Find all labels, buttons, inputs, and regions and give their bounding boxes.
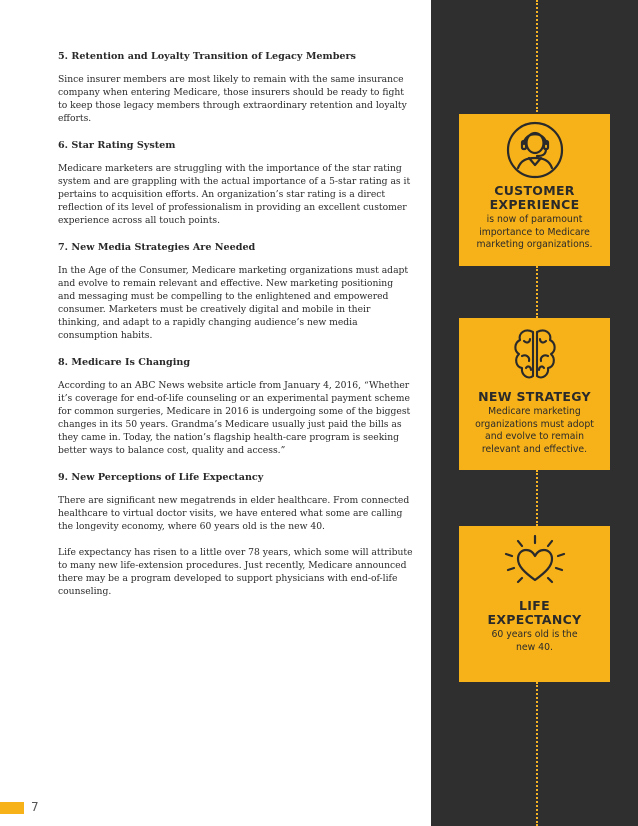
card-text: 60 years old is the new 40. bbox=[491, 629, 578, 653]
section-new-media bbox=[58, 241, 413, 342]
section-retention bbox=[58, 50, 413, 125]
card-title: LIFE bbox=[519, 598, 550, 613]
card-life-expectancy bbox=[459, 526, 610, 682]
page-number: 7 bbox=[31, 800, 39, 814]
card-text: Medicare marketing organizations must adopt and evolve to remain relevant and effective. bbox=[475, 406, 594, 455]
card-title: CUSTOMER bbox=[494, 183, 575, 198]
card-customer-experience bbox=[459, 114, 610, 266]
section-heading: 5. Retention and Loyalty Transition of Legacy Members bbox=[58, 51, 356, 62]
dotted-divider bbox=[536, 682, 540, 826]
card-title: NEW STRATEGY bbox=[478, 389, 591, 404]
main-content bbox=[58, 50, 413, 612]
section-paragraph: Life expectancy has risen to a little over 78 years, which some will attribute to many new life-extension procedures. Just recently, Medicare announced there may be a program developed to support physicians with end-of-life counseling. bbox=[58, 547, 413, 597]
section-heading: 9. New Perceptions of Life Expectancy bbox=[58, 472, 264, 483]
page-number-marker bbox=[0, 802, 24, 814]
customer-service-headset-icon bbox=[505, 119, 565, 181]
card-text: is now of paramount importance to Medicare marketing organizations. bbox=[476, 214, 593, 250]
section-paragraph: There are significant new megatrends in elder healthcare. From connected healthcare to virtual doctor visits, we have entered what some are calling the longevity economy, where 60 years old is the new 40. bbox=[58, 495, 410, 532]
section-heading: 7. New Media Strategies Are Needed bbox=[58, 242, 256, 253]
brain-icon bbox=[512, 326, 558, 384]
section-medicare-changing bbox=[58, 356, 413, 457]
dotted-divider bbox=[536, 0, 540, 112]
section-heading: 8. Medicare Is Changing bbox=[58, 357, 191, 368]
dotted-divider bbox=[536, 470, 540, 526]
section-paragraph: Medicare marketers are struggling with the importance of the star rating system and are grappling with the actual importance of a 5-star rating as it pertains to acquisition efforts. An organization’s star rating is a direct reflection of its level of professionalism in providing an excellent customer experience across all touch points. bbox=[58, 163, 411, 226]
card-title: EXPERIENCE bbox=[489, 197, 580, 212]
section-heading: 6. Star Rating System bbox=[58, 140, 176, 151]
section-star-rating bbox=[58, 139, 413, 227]
card-title: EXPECTANCY bbox=[487, 612, 582, 627]
section-paragraph: In the Age of the Consumer, Medicare marketing organizations must adapt and evolve to remain relevant and effective. New marketing positioning and messaging must be compelling to the enlightened and empowered consumer. Marketers must be creatively digital and mobile in their thinking, and adapt to a rapidly changing audience’s new media consumption habits. bbox=[58, 265, 409, 341]
section-paragraph: Since insurer members are most likely to remain with the same insurance company when entering Medicare, those insurers should be ready to fight to keep those legacy members through extraordinary retention and loyalty efforts. bbox=[58, 74, 407, 124]
card-new-strategy bbox=[459, 318, 610, 470]
section-life-expectancy bbox=[58, 471, 413, 598]
radiating-heart-icon bbox=[500, 532, 570, 594]
dotted-divider bbox=[536, 266, 540, 318]
section-paragraph: According to an ABC News website article from January 4, 2016, “Whether it’s coverage for end-of-life counseling or an experimental payment scheme for common surgeries, Medicare in 2016 is undergoing some of the biggest changes in its 50 years. Grandma’s Medicare usually just paid the bills as they came in. Today, the nation’s flagship health-care program is seeking better ways to balance cost, quality and access.” bbox=[58, 380, 411, 456]
